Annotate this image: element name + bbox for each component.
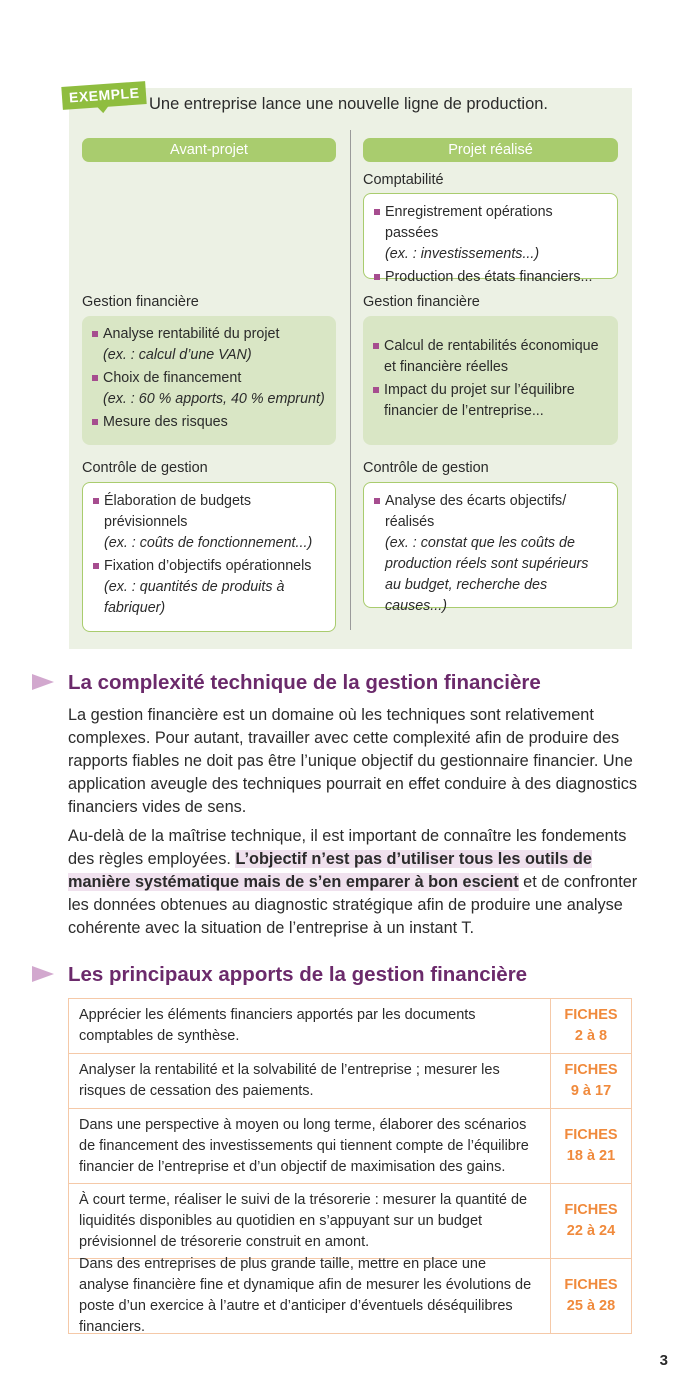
- right-gestion-title: Gestion financière: [363, 294, 480, 310]
- table-row: [68, 999, 632, 1054]
- table-cell-fiches: FICHES 18 à 21: [564, 1127, 618, 1164]
- right-gestion-card: [363, 316, 618, 445]
- table-cell-desc: Analyser la rentabilité et la solvabilité de l’entreprise ; mesurer les risques de cessation des paiements.: [69, 1054, 551, 1108]
- list-item: Production des états financiers...: [374, 267, 607, 288]
- right-controle-card: [363, 482, 618, 614]
- paragraph-2: Au-delà de la maîtrise technique, il est important de connaître les fondements des règles employées. L’objectif n’est pas d’utiliser tous les outils de manière systématique mais de s’en emparer à bon escient et de confronter les données obtenues au diagnostic stratégique afin de produire une analyse cohérente avec la situation de l’entreprise à un instant T.: [68, 827, 638, 937]
- table-cell-desc: Dans des entreprises de plus grande taille, mettre en place une analyse financière fine et dynamique afin de mesurer les évolutions de poste d’un exercice à l’autre et d’anticiper d’éventuels déséquilibres financiers.: [69, 1259, 551, 1333]
- list-item: Mesure des risques: [92, 412, 326, 433]
- table-row: [68, 1109, 632, 1184]
- page-number: 3: [659, 1352, 668, 1369]
- highlight-text: L’objectif n’est pas d’utiliser tous les outils de manière systématique mais de s’en emparer à bon escient: [68, 850, 592, 891]
- left-controle-card: [82, 482, 336, 632]
- list-item: Calcul de rentabilités économique et financière réelles: [373, 336, 608, 378]
- right-column-header: Projet réalisé: [363, 138, 618, 162]
- table-cell-fiches: FICHES 9 à 17: [564, 1062, 618, 1099]
- table-cell-desc: Dans une perspective à moyen ou long terme, élaborer des scénarios de financement des investissements qui tiennent compte de l’équilibre financier de l’entreprise et d’un objectif de maximisation des gains.: [69, 1109, 551, 1183]
- table-cell-desc: À court terme, réaliser le suivi de la trésorerie : mesurer la quantité de liquidités disponibles au quotidien en s’appuyant sur un budget prévisionnel de trésorerie construit en amont.: [69, 1184, 551, 1258]
- table-cell-fiches: FICHES 22 à 24: [564, 1202, 618, 1239]
- left-gestion-title: Gestion financière: [82, 294, 199, 310]
- table-row: [68, 1054, 632, 1109]
- example-tag: EXEMPLE: [61, 81, 147, 110]
- list-item: Enregistrement opérations passées (ex. : investissements...): [374, 202, 607, 265]
- table-row: [68, 1184, 632, 1259]
- apports-table: [68, 998, 632, 1334]
- list-item: Impact du projet sur l’équilibre financier de l’entreprise...: [373, 380, 608, 422]
- column-divider: [350, 130, 351, 630]
- arrow-icon: [32, 966, 54, 982]
- section-heading-apports: Les principaux apports de la gestion financière: [32, 963, 527, 987]
- list-item: Analyse des écarts objectifs/ réalisés (ex. : constat que les coûts de production réels sont supérieurs au budget, recherche des causes...): [374, 491, 607, 617]
- right-controle-title: Contrôle de gestion: [363, 460, 489, 476]
- left-gestion-card: [82, 316, 336, 445]
- list-item: Analyse rentabilité du projet (ex. : calcul d’une VAN): [92, 324, 326, 366]
- left-column-header: Avant-projet: [82, 138, 336, 162]
- arrow-icon: [32, 674, 54, 690]
- table-row: [68, 1256, 632, 1335]
- list-item: Choix de financement (ex. : 60 % apports, 40 % emprunt): [92, 368, 326, 410]
- table-cell-fiches: FICHES 25 à 28: [564, 1277, 618, 1314]
- table-cell-desc: Apprécier les éléments financiers apportés par les documents comptables de synthèse.: [69, 999, 551, 1053]
- right-comptabilite-title: Comptabilité: [363, 172, 444, 188]
- right-comptabilite-card: [363, 193, 618, 285]
- left-controle-title: Contrôle de gestion: [82, 460, 208, 476]
- section-heading-complexite: La complexité technique de la gestion financière: [32, 671, 541, 695]
- example-intro: Une entreprise lance une nouvelle ligne de production.: [149, 95, 549, 113]
- list-item: Élaboration de budgets prévisionnels (ex. : coûts de fonctionnement...): [93, 491, 325, 554]
- list-item: Fixation d’objectifs opérationnels (ex. : quantités de produits à fabriquer): [93, 556, 325, 619]
- table-cell-fiches: FICHES 2 à 8: [564, 1007, 618, 1044]
- paragraph-1: La gestion financière est un domaine où les techniques sont relativement complexes. Pour autant, travailler avec cette complexité afin de produire des rapports fiables ne doit pas être l’unique objectif du gestionnaire financier. Une application aveugle des techniques pourrait en effet conduire à des diagnostics financiers vides de sens.: [68, 706, 638, 816]
